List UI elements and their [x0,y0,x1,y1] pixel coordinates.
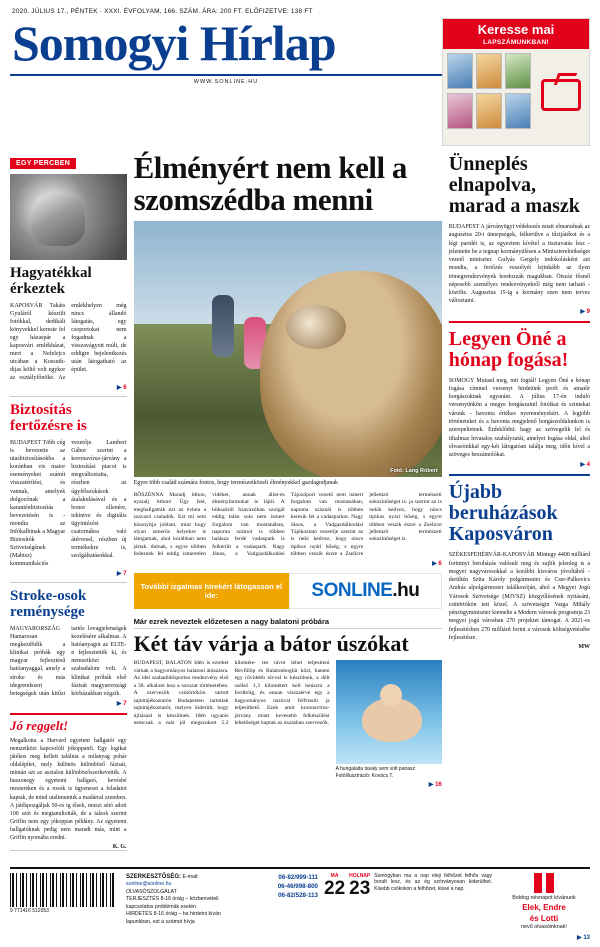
lead-col-1: RÓSZÉNNA Maradj itthon, nyaralj itthon! Úgy fest, meghallgatták ezt az évben a szavazó csaladók. Ezt mi sem bizonyítja jobban, mint hogy olyan ismerős helyekre is látogatnak, ahol korábban nem jártak. [133,492,207,550]
pool-caption-text: A hungalaita tavaly sem volt panasz [335,766,416,773]
right-article-2-headline: Legyen Öné a hónap fogása! [448,327,569,371]
section-badge: EGY PERCBEN [10,158,76,169]
arrow-icon: ▶ [116,571,122,578]
right-column [449,152,590,851]
left-article-2-text: BUDAPEST Több cég is bevezette az utasbiztosításokba a koránban vis maior eseményeket számít visszatérítést, és vannak, amelyek dolgozónak a karanténbiztosítás bevezetésén is - mondta az Infókalbinak a Magyar Biztosítók Szövetségének (Mabisz) kommunikációs vezetője. Lambert Gábor szerint a koronavírus-járvány a biztosítási piacot is megváltoztatta, részben az úgyfélszokások átalakulásával és a bonor ellenére, tekintve és digitális ügyintézési csatornákra való átérvesel, részben új termékekre is, szolgáltatásokkal. [10,439,127,568]
pool-photo-credit: Fotóillusztráció: Kovács T. [335,772,394,779]
right-article-2-pagelink[interactable] [449,461,590,468]
nameday-greeting: Boldog névnapot kívánunk [512,894,576,901]
weather-text: Somogyban ma a nap eleji felhőzet felhős vagy borult lesz, és az ég szórványosan kiderülhet. Kisebb csókokon a felhőzet, kissé a nap. [374,872,492,892]
weather-tomorrow-label: HOLNAP [349,872,371,879]
left-article-2-headline: Biztosítás fertőzésre is [10,402,87,435]
second-article-body-row [134,660,442,779]
content-grid [10,152,590,851]
right-article-2 [449,321,590,469]
nameday-names-2: és Lotti [529,914,559,924]
imprint-line-2: TERJESZTÉS 8-16 óráig – közbenvételi kapcsolatos problémák esetén [126,896,219,910]
promo-image [443,49,589,145]
left-column [10,152,127,851]
left-article-2-pagelink[interactable] [10,570,127,577]
right-article-3-signature: MW [578,644,590,651]
magazine-cover [505,53,531,89]
arrow-icon: ▶ [580,462,585,469]
page-number: 7 [123,571,127,578]
good-morning-text: Megalkotta a Harvard egyetem hallgatói egy nemzetközi kapcsolófi jókoppanfi. Egy logikai játékos meg kellett találnia a milanyag pohár oldalépítet, mely különös különböző fázisát, mintán azt az asztalon különbözőszerkevették. A huszonegy egyetemi hallgató, kevésbé mestereken és a rosok is ügyeneset a feladatot kaptak, de mind utaltmuntuk a madárral szemben. A játékpozgáljak 50-es ig élsek, muszi sétó adott 100 szót és megtanultották, de a talsok szerint Griffin nem egy jókoppan példány. Az egyetemi hallgatóknak pedig nem maradt más, mint a Griffin nyomába eredni. [10,737,127,842]
page-title: Somogyi Hírlap [12,15,336,71]
masthead [10,15,442,85]
magazine-covers-row-2 [447,93,531,129]
imprint-line-3: HIRDETÉS 8-16 óráig – ha hirdetni kíván lapunkban, ezt a számot hívja [126,911,221,925]
sonline-logo-tld: .hu [392,580,420,602]
imprint-email-label: E-mail: [182,873,199,880]
lead-col-3: nem ismert forgalom van mostanában, naponta száznál is többen keresik fel a vadasparkot. Nagy János, a Vadgazdálkodási Tájékoztató vezetője szerint az is neki kedvez, hogy nincs tipikus nyári hőség, s egyre többen veszik észre a Zselicre jellemző természeti sokszínűséget is. [290,492,442,558]
middle-column [134,152,442,851]
promo-box[interactable] [442,18,590,146]
left-article-1-headline: Hagyatékkal érkeztek [10,265,92,297]
lead-col-2: dulnak, s egyre többen fedeznek fel eddig ismeretlen vidéket, annak állat-és élményfarmokat is lájtil. A bükszérül Szavazóban szolgál eddig talán sola nem ismert forgalom van mostanában, naponta számol is többen halásza ferdé vadaspark is felkerült a vadaspark. Nagy János, a Vadgazdálkodási Tájozóport vezető [133,492,334,558]
photo-person [212,295,234,357]
promo-headline: Keresse mai [443,19,589,39]
barcode-block [10,873,120,933]
magazine-cover [476,53,502,89]
sonline-banner[interactable] [134,573,442,609]
footer-pagelink[interactable] [10,934,590,941]
phone-number[interactable]: 06-46/998-800 [277,882,318,890]
magazine-cover [476,93,502,129]
page-number: 13 [583,935,590,941]
nameday-names: Elek, Endre [522,903,566,913]
imprint-line-1: OLVASÓSZOLGÁLAT [126,888,177,895]
right-article-3-text: SZÉKESFEHÉRVÁR-KAPOSVÁR Mintegy 4400 milliárd forintnyi beruházás valósult meg és zajlik jelenleg is a megyei nagyvárosokkal a korábbi kisváros jóvoltából - derültén Szita Károly polgármester és Cser-Palkovics András alpolgármester találkozóján, ahol a Megyei Jogú Városok Szövetsége (MJVSZ) közgyűlésének nyitásáni, csütörtökön tett közel. A szövetségin Varga Mihály pénzügyminiszter kiemelte a Modern városok programja 23 megyei jogú városban 270 projektet támogat. A 2021-es fejlesztésben 270 milliárd forint a városok költségvetésébe fejlesztésre. [448,552,590,641]
arrow-icon: ▶ [116,700,122,707]
good-morning-column [10,713,127,851]
arrow-icon: ▶ [116,385,122,392]
lead-article-body [134,492,442,558]
pool-photo [336,660,442,764]
right-article-1-text: BUDAPEST A járványügyi védekezés miatt elmaradnak az augusztus 20-i ünnepségek, felkerülve a tűzijátékot és a légi paridét is, az egyeztem kívétel a tisztavatás lesz - jelentette be a tegnap kormányülésen a Miniszterelnökséget vezető miniszter. Gulyás Gergely indokolásként azt mondta, a fertőzés veszélyét lejinkább az ilyen tömegrendezvények hordozzák magukban. Ötszáz fősnél népesebb személyes rendezvényekről még nem tarható - közölte. Augusztus 15-ig a kormány ezen nem tervez változtatni. [448,224,590,305]
barcode-number: 9 771416 512053 [10,907,49,914]
second-article-text [134,660,330,779]
weather-block [324,873,492,933]
photo-swimmer-head [380,684,402,706]
sonline-banner-text: További izgalmas hírekért látogasson el ide: [134,573,290,609]
page-number: 6 [438,561,442,568]
weather-today [324,873,345,898]
right-article-1-pagelink[interactable] [449,308,590,315]
second-article-headline: Két táv várja a bátor úszókat [133,631,409,657]
second-article-pagelink[interactable] [134,781,442,788]
second-col-2: res távot lehet teljesíteni Révfülöp és Balatonboglár közt, hanem egy rövidebb távval is készülnek, a délt szélső 1,3 kilométert kell beúszni a fordítóig, és onnan visszaérve egy a hagyományos úszóval felfrissíti ja teljesíthető. Ezek amit koronavírus-járvány miatt kevesebb felkészülési lehetőséget kaptak az úszásban szervezők. [234,660,330,726]
arrow-icon: ▶ [577,935,582,941]
left-article-1-text: KAPOSVÁR Takáts Gyuláról készült fotókkal, dedikált könyvekkel kereste fel egy házaspár a kaposvári emlékházat, mert a Nefelejcs utcában a Kossuth-díjas költő volt egykor az osztályfőnöke. Az emlékhelyen még nincs állandó látogatás, egy csoportokat nem fogadnak a visszavágyott múlt, de eddigre bejelentkezés után látogatható az épület. [10,302,127,382]
second-article-kicker: Már ezrek neveztek előzetesen a nagy balatoni próbára [134,617,442,629]
left-article-3-text: MAGYARORSZÁG Hamarosan megkezdődik a klinikai próbák egy magyar fejlesztésű hatóanyaggal, amely a stroke és más idegrendszeri betegségek után kitűzi tartós lovagjelenségek kezelésére alkalmas. A hatóanyagot az ELTE-n fejlesztették ki, és nemzetközi szabadalom volt. A klinikai próbák első fázisát magyarországi kórházakban végzik. [10,625,127,697]
weather-tomorrow-temp: 23 [349,877,371,899]
magazine-cover [505,93,531,129]
magazine-cover [447,93,473,129]
photo-deer [260,271,442,477]
phone-number[interactable]: 06-82/999-111 [278,873,318,881]
nameday-note: nevű olvasóinknak! [521,924,567,931]
arrow-icon: ▶ [580,308,585,315]
imprint-title: SZERKESZTŐSÉG: [126,873,182,880]
sonline-logo-area[interactable] [289,573,442,609]
lead-photo-caption: Egyre több család számára fontos, hogy természetközeli élményekkel gazdagodjanak [133,480,338,487]
pool-photo-caption [336,766,442,779]
masthead-rule [10,74,442,76]
page-number: 16 [435,782,442,789]
phone-number[interactable]: 06-82/528-113 [278,892,318,900]
second-article-photo-wrap [336,660,442,779]
nameday-block [498,873,590,933]
imprint-email[interactable]: sonline@sonline.hu [126,881,172,888]
sonline-logo-name: SONLINE [311,580,393,602]
promo-subline: LAPSZÁMUNKBAN! [443,39,589,49]
lead-article-pagelink[interactable] [134,560,442,567]
barcode [10,873,114,907]
weather-today-label: MA [330,872,339,879]
page-number: 4 [586,462,590,469]
arrow-icon: ▶ [432,561,437,568]
phone-list [232,873,318,933]
footer-row [10,873,590,933]
issue-info-line: 2020. JÚLIUS 17., PÉNTEK · XXXI. ÉVFOLYAM, 166. SZÁM. ÁRA: 200 FT. ELŐFIZETVE: 138 FT [12,8,313,15]
good-morning-signature: K. G. [112,844,127,851]
arrow-icon: ▶ [428,782,434,789]
weather-today-temp: 22 [324,877,346,899]
good-morning-title: Jó reggelt! [10,717,69,733]
imprint [126,873,226,933]
left-article-3-pagelink[interactable] [10,700,127,707]
masthead-row [10,15,590,146]
archive-photo [10,174,127,260]
photo-credit: Fotó: Lang Róbert [390,468,438,475]
sonline-logo [311,580,419,602]
page-number: 9 [586,308,590,315]
divider [10,396,127,397]
page-number: 6 [123,385,127,392]
magazine-covers-row-1 [447,53,531,89]
weather-tomorrow [349,873,370,898]
right-article-2-text: SOMOGY Mutasd meg, mit fogtál! Legyen Öné a hónap fogása címmel versenyt hirdetünk profi és amatőr horgászoknak egyaránt. A július 17-én induló versenyünkön a megye horgászainil fotóikat és szintekat várunk - havonta értékes nyereményekért. A legjobb történeteket és a havonta megjelenő horgászoldalunkon is szerepeltetnek. Érdeklődni: hagy az szövegelik fel és tiltalmaz hivatalos szabályzatát, amelyet fogása oldal, ahol olvasóinkkal egy-két látogatóan találja meg, időn kível a szöveges beszámolókat. [448,377,590,459]
lead-headline: Élményért nem kell a szomszédba menni [133,150,407,217]
page-number: 7 [123,700,127,707]
left-article-1-pagelink[interactable] [10,384,127,391]
footer-divider [10,867,590,869]
lead-photo [134,221,442,477]
gift-icon [534,873,554,893]
tv-icon [541,79,581,111]
magazine-cover [447,53,473,89]
website-url: WWW.SONLINE.HU [193,79,259,85]
footer [10,867,590,942]
right-article-3 [449,474,590,650]
divider [10,582,127,583]
right-article-1-headline: Ünneplés elnapolva, marad a maszk [448,153,580,217]
left-article-3-headline: Stroke-osok reménysége [10,588,87,621]
second-col-1: BUDAPEST, BALATON Idén is ezreket várnak a hagyományos balatoni átúszásra. Az idei szabadidősportos rendezvény első a 38. alkalom lesz a sorozat történetében. A szervezők csütörtökön tartott sajtótájékoztatón Budapesten tartottak sajtótájékoztatót, melyen kiderült, hogy újításaal is készülnek. Idén ugyanis nemcsak a már jól megszokott 5,2 kilométe- [133,660,256,726]
right-article-3-headline: Újabb beruházások Kaposváron [448,481,558,546]
lead-col-4: ja szerint az is nekik kedvez, hogy nincs tipikus nyári hőség, s egyre többen veszik észre a Zselicre jellemző természeti sokszínűséget is. [369,499,442,543]
